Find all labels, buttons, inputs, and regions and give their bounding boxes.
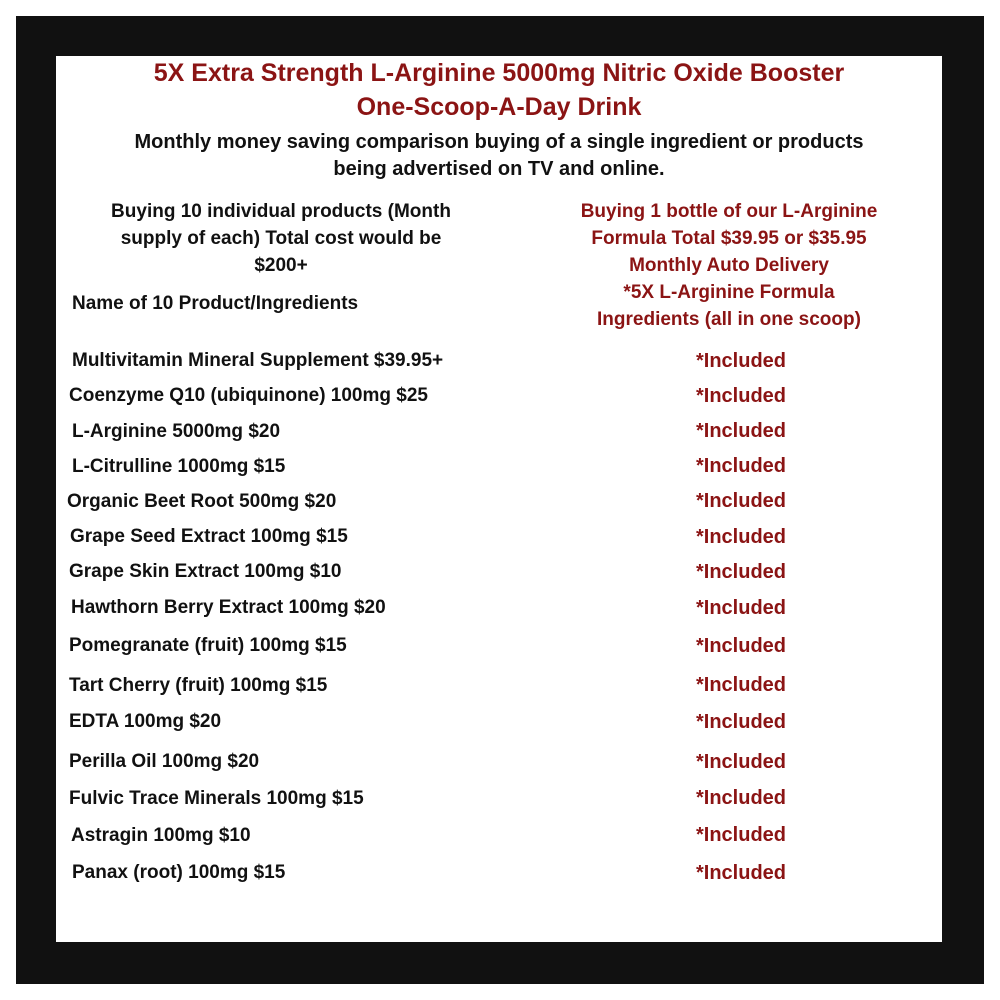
included-label: *Included bbox=[696, 824, 787, 846]
ingredient-name: Pomegranate (fruit) 100mg $15 bbox=[69, 635, 347, 656]
ingredient-name: Coenzyme Q10 (ubiquinone) 100mg $25 bbox=[69, 385, 428, 406]
included-label: *Included bbox=[696, 350, 787, 372]
ingredient-name: Fulvic Trace Minerals 100mg $15 bbox=[69, 788, 364, 809]
ingredient-name: Organic Beet Root 500mg $20 bbox=[67, 491, 337, 512]
ingredient-name: Multivitamin Mineral Supplement $39.95+ bbox=[72, 350, 444, 371]
right-heading-line-3: Monthly Auto Delivery bbox=[629, 255, 829, 276]
right-heading-line-5: Ingredients (all in one scoop) bbox=[597, 309, 861, 330]
subtitle-line-2: being advertised on TV and online. bbox=[333, 158, 665, 180]
included-label: *Included bbox=[696, 420, 787, 442]
included-label: *Included bbox=[696, 674, 787, 696]
ingredient-name: Panax (root) 100mg $15 bbox=[72, 862, 286, 883]
included-label: *Included bbox=[696, 455, 787, 477]
included-label: *Included bbox=[696, 561, 787, 583]
ingredient-name: L-Citrulline 1000mg $15 bbox=[72, 456, 286, 477]
ingredient-name: Astragin 100mg $10 bbox=[71, 825, 251, 846]
title-line-2: One-Scoop-A-Day Drink bbox=[356, 93, 642, 121]
included-label: *Included bbox=[696, 635, 787, 657]
left-heading-line-2: supply of each) Total cost would be bbox=[120, 228, 442, 249]
ingredient-name: Hawthorn Berry Extract 100mg $20 bbox=[71, 597, 386, 618]
included-label: *Included bbox=[696, 787, 787, 809]
included-label: *Included bbox=[696, 751, 787, 773]
included-label: *Included bbox=[696, 526, 787, 548]
left-heading-line-1: Buying 10 individual products (Month bbox=[111, 201, 451, 222]
included-label: *Included bbox=[696, 490, 787, 512]
ingredient-name: Tart Cherry (fruit) 100mg $15 bbox=[69, 675, 328, 696]
ingredient-name: EDTA 100mg $20 bbox=[69, 711, 222, 732]
left-heading-line-3: $200+ bbox=[254, 255, 308, 276]
right-heading-line-2: Formula Total $39.95 or $35.95 bbox=[591, 228, 867, 249]
included-label: *Included bbox=[696, 597, 787, 619]
ingredient-name: Perilla Oil 100mg $20 bbox=[69, 751, 260, 772]
right-heading-line-4: *5X L-Arginine Formula bbox=[623, 282, 835, 303]
subtitle-line-1: Monthly money saving comparison buying of a single ingredient or products bbox=[134, 131, 864, 153]
included-label: *Included bbox=[696, 862, 787, 884]
right-heading-line-1: Buying 1 bottle of our L-Arginine bbox=[580, 201, 878, 222]
comparison-panel bbox=[56, 56, 942, 942]
ingredient-name: Grape Skin Extract 100mg $10 bbox=[69, 561, 342, 582]
included-label: *Included bbox=[696, 385, 787, 407]
ingredient-name: L-Arginine 5000mg $20 bbox=[72, 421, 281, 442]
ingredient-name: Grape Seed Extract 100mg $15 bbox=[70, 526, 348, 547]
title-line-1: 5X Extra Strength L-Arginine 5000mg Nitric Oxide Booster bbox=[153, 59, 845, 87]
included-label: *Included bbox=[696, 711, 787, 733]
product-name-header: Name of 10 Product/Ingredients bbox=[72, 293, 359, 314]
